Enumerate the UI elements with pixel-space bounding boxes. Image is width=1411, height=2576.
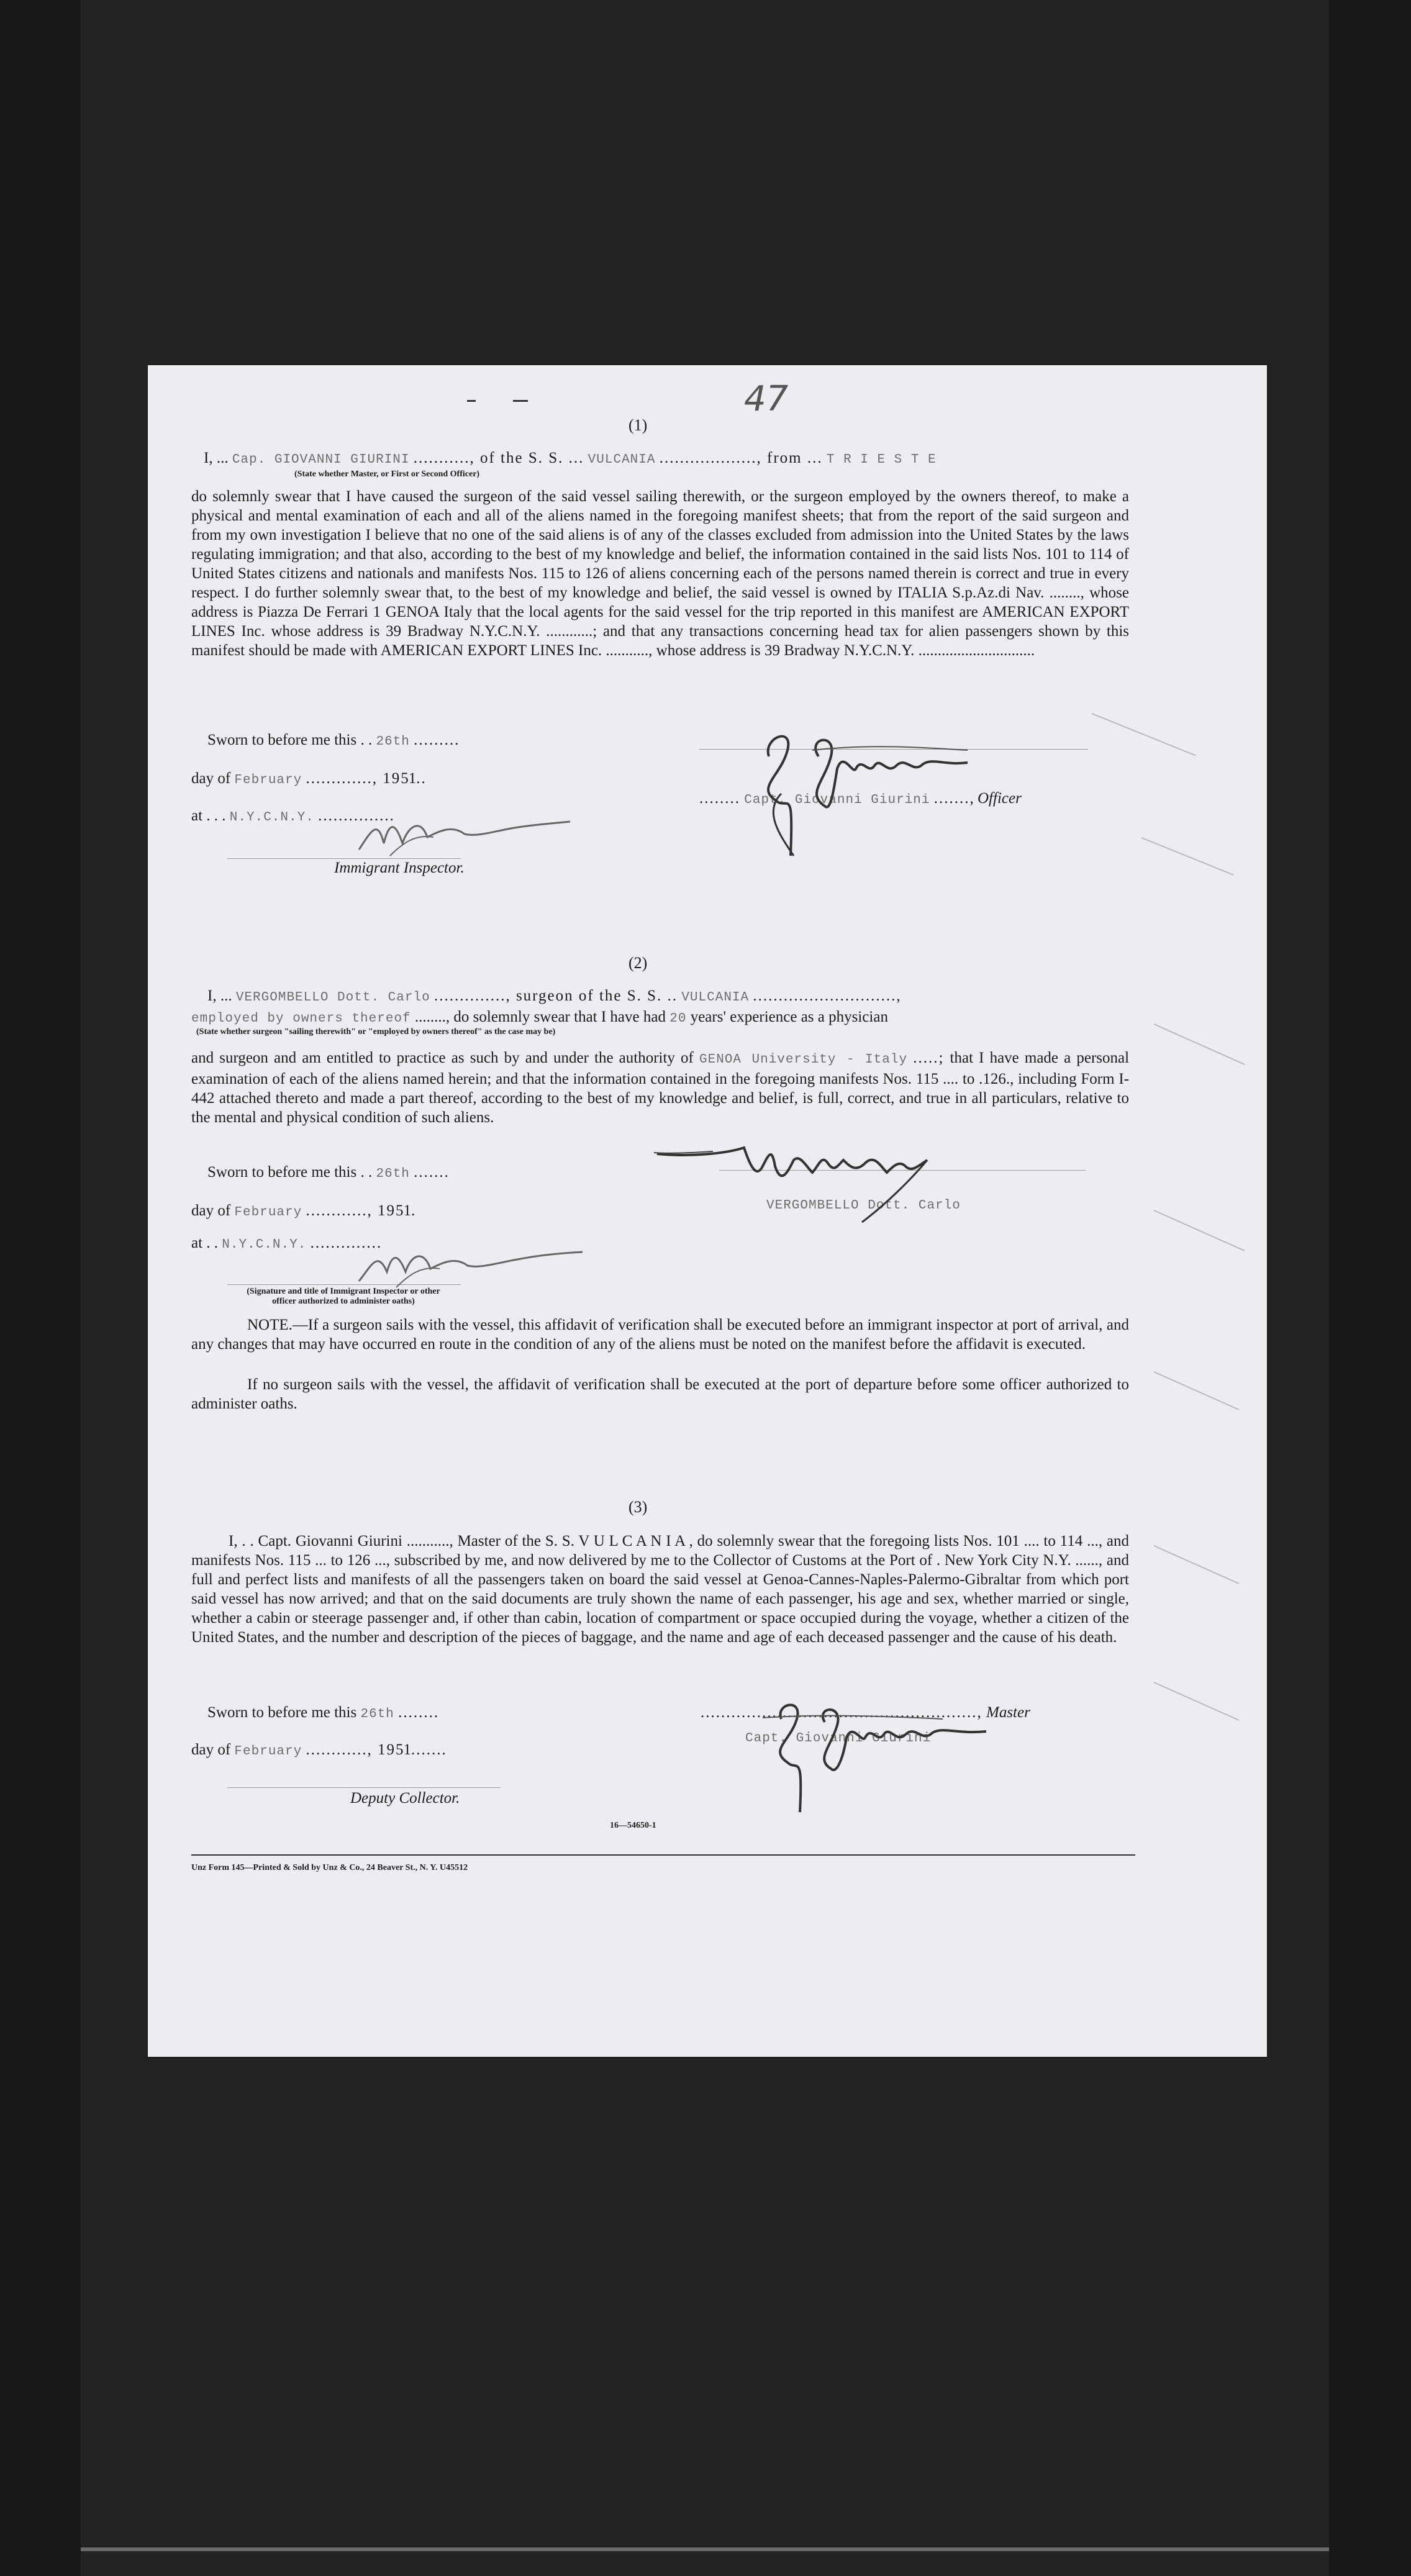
dotted-leader: .............., surgeon of the S. S. .. [433, 987, 678, 1004]
section-3-number: (3) [628, 1498, 648, 1516]
section-1-day-line [191, 770, 427, 787]
dotted-leader: .....; [913, 1050, 945, 1066]
section-1-number: (1) [628, 416, 648, 434]
sworn-day-stamp: 26th [360, 1707, 394, 1721]
form-code: 16—54650-1 [610, 1821, 656, 1830]
vessel-name-stamp: VULCANIA [681, 991, 750, 1005]
section-2-caption: (State whether surgeon "sailing therewith" or "employed by owners thereof" as the case may be) [196, 1027, 556, 1036]
year-dots: ............, 19 [306, 1741, 396, 1758]
section-1-paragraph: do solemnly swear that I have caused the surgeon of the said vessel sailing therewith, or the surgeon employed by the owners thereof, to make a physical and mental examination of each and all of the aliens named in the foregoing manifest sheets; that from the report of the said surgeon and from my own investigation I believe that no one of the said aliens is of any of the classes excluded from admission into the United States by the laws regulating immigration; and that also, according to the best of my knowledge and belief, the information contained in the said lists Nos. 101 to 114 of United States citizens and nationals and manifests Nos. 115 to 126 of aliens concerning each of the persons named therein is correct and true in every respect. I do further solemnly swear that, to the best of my knowledge and belief, the said vessel is owned by ITALIA S.p.Az.di Nav. ........, whose address is Piazza De Ferrari 1 GENOA Italy that the local agents for the said vessel for the trip reported in this manifest are AMERICAN EXPORT LINES Inc. whose address is 39 Bradway N.Y.C.N.Y. ............; and that any transactions concerning head tax for alien passengers shown by this manifest should be made with AMERICAN EXPORT LINES Inc. ..........., whose address is 39 Bradway N.Y.C.N.Y. .............................. [191, 488, 1129, 659]
surgeon-name-stamp: VERGOMBELLO Dott. Carlo [766, 1199, 961, 1213]
dotted-leader: ....... [411, 1741, 447, 1758]
sworn-day-stamp: 26th [376, 1167, 410, 1181]
dotted-leader: ........ [398, 1704, 440, 1721]
year-value: 51 [401, 770, 417, 787]
section-1-sworn-line [207, 732, 460, 749]
officer-label: Officer [978, 790, 1022, 807]
master-handwritten-signature [756, 1688, 992, 1812]
dotted-leader: ............................, [753, 987, 902, 1004]
years-stamp: 20 [669, 1012, 687, 1026]
master-name-stamp: Cap. GIOVANNI GIURINI [232, 453, 410, 467]
years-label: years' experience as a physician [690, 1009, 888, 1025]
printer-imprint: Unz Form 145—Printed & Sold by Unz & Co., 24 Beaver St., N. Y. U45512 [191, 1863, 468, 1872]
section-2-oath-line [207, 987, 1201, 1005]
authority-text: and surgeon and am entitled to practice as such by and under the authority of [191, 1050, 694, 1066]
section-2-sworn-line [207, 1164, 450, 1181]
affidavit-document-page [148, 365, 1267, 2057]
surgeon-handwritten-signature [651, 1129, 974, 1222]
dotted-leader: ............... [318, 807, 395, 824]
dotted-leader: ......... [414, 732, 460, 748]
section-3-paragraph: I, . . Capt. Giovanni Giurini ..........., Master of the S. S. V U L C A N I A , do solemnly swear that the foregoing lists Nos. 101 .... to 114 ..., and manifests Nos. 115 ... to 126 ..., subscribed by me, and now delivered by me to the Collector of Customs at the Port of . New York City N.Y. ......, and full and perfect lists and manifests of all the passengers taken on board the said vessel at Genoa-Cannes-Naples-Palermo-Gibraltar from which port said vessel has now arrived; and that on the said documents are truly shown the name of each passenger, his age and sex, whether married or single, whether a cabin or steerage passenger and, if other than cabin, location of compartment or space occupied during the voyage, whether a citizen of the United States, and the number and description of the pieces of baggage, and the name and age of each deceased passenger and the cause of his death. [191, 1533, 1129, 1646]
oath-prefix: I, ... [204, 450, 229, 466]
dotted-leader: .. [416, 770, 427, 787]
year-value: 51 [396, 1202, 411, 1219]
place-stamp: N.Y.C.N.Y. [222, 1238, 307, 1252]
scan-streak [1154, 1023, 1245, 1065]
dotted-leader: .............. [310, 1235, 383, 1251]
folio-number: 47 [744, 379, 789, 419]
section-1-officer-line: ........ Capt. Giovanni Giurini ......., Officer [699, 790, 1022, 807]
sworn-day-stamp: 26th [376, 735, 410, 749]
sworn-label: Sworn to before me this . . [207, 1164, 373, 1181]
month-stamp: February [234, 1205, 302, 1220]
year-dots: ............, 19 [306, 1202, 396, 1219]
officer-name-stamp: Capt. Giovanni Giurini [744, 793, 930, 807]
examination-text: that I have made a personal examination of each of the aliens named herein; and that the information contained in the foregoing manifests Nos. 115 .... to .126., including Form I-442 attached thereto and made a part thereof, according to the best of my knowledge and belief, is full, correct, and true in all particulars, relative to the mental and physical condition of such aliens. [191, 1050, 1130, 1126]
section-2-note-2: If no surgeon sails with the vessel, the affidavit of verification shall be executed at the port of departure before some officer authorized to administer oaths. [191, 1376, 1129, 1412]
place-stamp: N.Y.C.N.Y. [229, 810, 314, 825]
scan-streak [1141, 837, 1234, 876]
dotted-leader: . [411, 1202, 417, 1219]
employment-mid: ........, do solemnly swear that I have had [414, 1009, 666, 1025]
dotted-leader: ........ [699, 790, 740, 807]
port-stamp: T R I E S T E [826, 453, 937, 467]
day-of-label: day of [191, 1741, 231, 1758]
section-2-employment-line [191, 1009, 888, 1026]
dotted-leader: ....... [414, 1164, 450, 1181]
section-3-sworn-line [207, 1704, 439, 1721]
oath-prefix: I, ... [207, 987, 232, 1004]
section-1-oath-line [204, 450, 1241, 467]
month-stamp: February [234, 773, 302, 787]
at-label: at . . . [191, 807, 226, 824]
footer-rule [191, 1854, 1135, 1856]
section-2-note-1: NOTE.—If a surgeon sails with the vessel, this affidavit of verification shall be executed before an immigrant inspector at port of arrival, and any changes that may have occurred en route in the condition of any of the aliens must be noted on the manifest before the affidavit is executed. [191, 1317, 1129, 1353]
master-label: Master [986, 1704, 1030, 1721]
day-of-label: day of [191, 1202, 231, 1219]
section-1-caption: (State whether Master, or First or Second Officer) [294, 469, 480, 479]
scan-streak [1092, 713, 1196, 756]
stray-mark [467, 400, 476, 402]
scan-streak [1154, 1682, 1240, 1721]
surgeon-name-stamp: VERGOMBELLO Dott. Carlo [235, 991, 430, 1005]
year-value: 51 [396, 1741, 411, 1758]
section-2-number: (2) [628, 954, 648, 972]
section-3-day-line [191, 1741, 447, 1759]
master-handwritten-signature [744, 713, 980, 856]
vessel-name-stamp: VULCANIA [588, 453, 656, 467]
master-name-stamp: Capt. Giovanni Giurini [745, 1731, 932, 1746]
inspector-handwritten-signature [353, 806, 576, 862]
scan-streak [1154, 1371, 1240, 1410]
scan-streak [1154, 1210, 1245, 1251]
at-label: at . . [191, 1235, 219, 1251]
deputy-collector-signature-line [227, 1787, 501, 1788]
section-2-day-line [191, 1202, 416, 1220]
day-of-label: day of [191, 770, 231, 787]
authority-stamp: GENOA University - Italy [699, 1053, 908, 1067]
deputy-collector-label: Deputy Collector. [350, 1790, 460, 1807]
section-2-inspector-caption: (Signature and title of Immigrant Inspector or other officer authorized to administer oaths) [247, 1287, 440, 1306]
dotted-leader: ....... [933, 790, 970, 807]
sworn-label: Sworn to before me this . . [207, 732, 373, 748]
month-stamp: February [234, 1744, 302, 1759]
dotted-leader: ..................., from ... [659, 450, 823, 466]
authorized-officer-handwritten-signature [353, 1235, 589, 1290]
employment-stamp: employed by owners thereof [191, 1012, 411, 1026]
year-dots: ............., 19 [306, 770, 401, 787]
dotted-leader: ......................................................, [701, 1704, 982, 1721]
inspector-label: Immigrant Inspector. [334, 859, 465, 876]
dotted-leader: ..........., of the S. S. ... [413, 450, 584, 466]
scan-streak [1154, 1545, 1240, 1584]
section-2-paragraph [191, 1048, 1129, 1127]
stray-mark [513, 400, 528, 402]
sworn-label: Sworn to before me this [207, 1704, 357, 1721]
